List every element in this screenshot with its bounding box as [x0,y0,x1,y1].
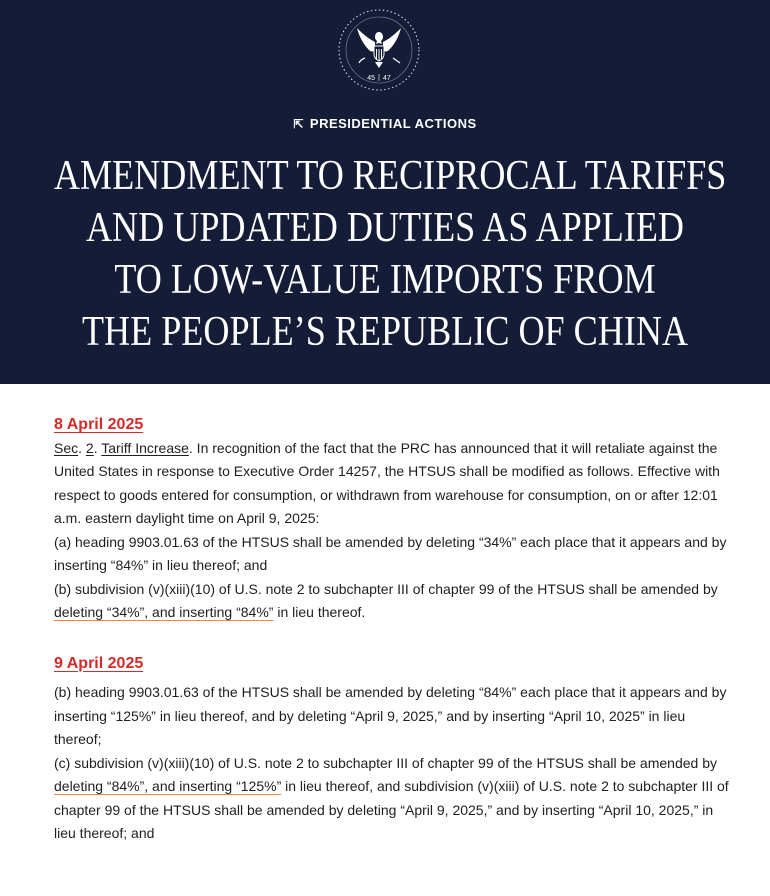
item-b-paragraph [54,578,734,625]
title-line-1: AMENDMENT TO RECIPROCAL TARIFFS [53,153,727,199]
sec-intro-text: . In recognition of the fact that the PRC has announced that it will retaliate against the United States in response to Executive Order 14257, the HTSUS shall be modified as follows. Effective with respect to goods entered for consumption, or withdrawn from warehouse for consumption, on or after 12:01 a.m. eastern daylight time on April 9, 2025: [54,439,720,526]
sec-number: 2 [85,439,94,456]
item-c-text-before: (c) subdivision (v)(xiii)(10) of U.S. note 2 to subchapter III of chapter 99 of the HTSUS shall be amended by [54,754,717,771]
sec-heading: Tariff Increase [101,439,189,456]
date-label-april-9: 9 April 2025 [54,654,144,672]
seal-number-right: 47 [383,75,391,82]
sec-2-paragraph [54,437,734,531]
seal-number-left: 45 [367,75,375,82]
section-link-presidential-actions[interactable] [0,116,770,131]
item-b2-paragraph: (b) heading 9903.01.63 of the HTSUS shall be amended by deleting “84%” each place that it appears and by inserting “125%” in lieu thereof, and by deleting “April 9, 2025,” and by inserting “April 10, 2025” in lieu thereof; [54,684,727,747]
sec-label: Sec [54,439,79,456]
date-label-april-8: 8 April 2025 [54,416,144,433]
item-c-text-after: in lieu thereof, and subdivision (v)(xiii) of U.S. note 2 to subchapter III of chapter 99 of the HTSUS shall be amended by deleting “April 9, 2025,” and by inserting “April 10, 2025,” in lieu thereof; and [54,778,729,841]
item-b-text-before: (b) subdivision (v)(xiii)(10) of U.S. note 2 to subchapter III of chapter 99 of the HTSUS shall be amended by [54,580,718,597]
item-a-paragraph: (a) heading 9903.01.63 of the HTSUS shall be amended by deleting “34%” each place that it appears and by inserting “84%” in lieu thereof; and [54,533,727,573]
sec-after: . [93,439,102,456]
title-line-4: THE PEOPLE’S REPUBLIC OF CHINA [81,309,689,355]
section-label: PRESIDENTIAL ACTIONS [309,116,477,131]
item-c-paragraph [54,752,734,846]
item-c-highlight: deleting “84%”, and inserting “125%” [54,778,282,794]
page-title [53,150,727,358]
item-b-highlight: deleting “34%”, and inserting “84%” [54,604,274,620]
sec-dot: . [78,439,86,456]
title-line-2: AND UPDATED DUTIES AS APPLIED [85,205,685,251]
presidential-seal-icon [337,8,421,92]
arrow-up-left-icon: ⇱ [293,117,304,131]
document-body [54,400,734,846]
title-line-3: TO LOW-VALUE IMPORTS FROM [114,257,656,303]
item-b-text-after: in lieu thereof. [273,604,366,620]
hero-header [0,0,770,384]
